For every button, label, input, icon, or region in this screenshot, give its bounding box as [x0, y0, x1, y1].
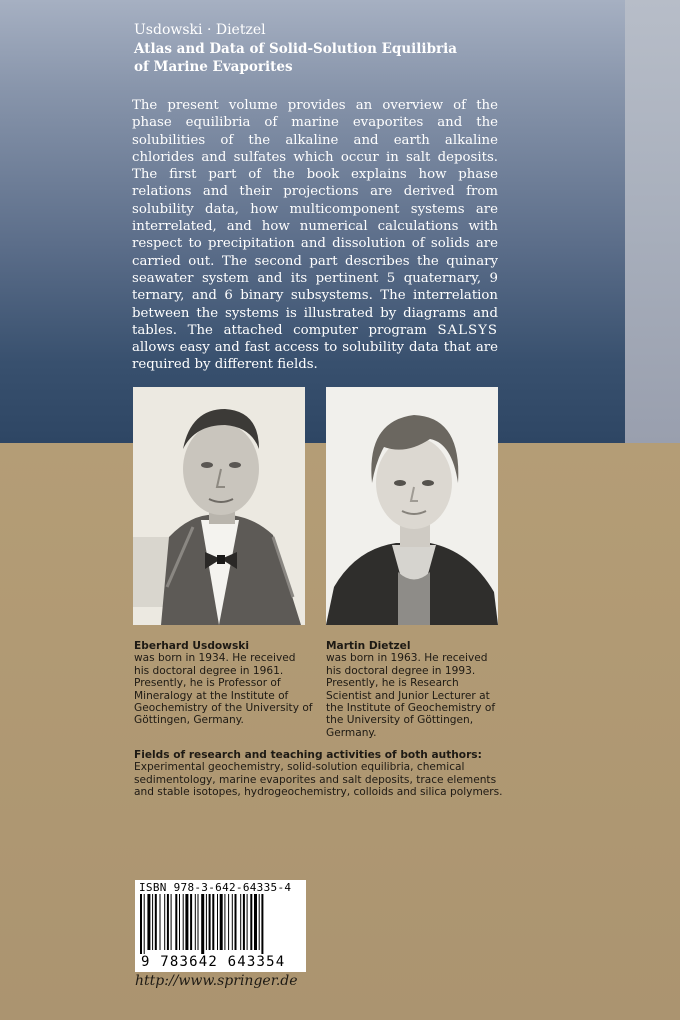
fields-heading: Fields of research and teaching activities of both authors: — [134, 749, 482, 761]
barcode-bar — [167, 894, 169, 950]
barcode-bars — [138, 894, 303, 954]
author-name: Martin Dietzel — [326, 640, 411, 652]
program-name: SALSYS — [437, 322, 498, 338]
description-text: The present volume provides an overview of the phase equilibria of marine evaporites and the solubilities of the alkaline and earth alkaline chlorides and sulfates which occur in salt deposits. The first part of the book explains how phase relations and their projections are derived from solubility data, how multicomponent systems are interrelated, and how numerical calculations with respect to precipitation and dissolution of solids are carried out. The second part describes the quinary seawater system and its pertinent 5 quaternary, 9 ternary, and 6 binary subsystems. The interrelation between the systems is illustrated by diagrams and tables. The attached computer program — [132, 98, 498, 338]
barcode-bar — [259, 894, 260, 950]
portrait-dietzel — [326, 387, 498, 625]
research-fields — [134, 749, 506, 799]
barcode-bar — [247, 894, 248, 950]
portrait-usdowski — [133, 387, 305, 625]
book-description — [132, 97, 498, 374]
barcode-bar — [217, 894, 218, 950]
barcode-bar — [235, 894, 237, 950]
barcode-bar — [212, 894, 214, 950]
barcode-bar — [195, 894, 196, 950]
barcode-bar — [201, 894, 204, 954]
title-line-1: Atlas and Data of Solid-Solution Equilibria — [134, 41, 457, 57]
publisher-url: http://www.springer.de — [135, 973, 298, 989]
spine-strip — [625, 0, 680, 443]
barcode-bar — [147, 894, 150, 950]
barcode-bar — [160, 894, 161, 950]
barcode-bar — [190, 894, 192, 950]
barcode-bar — [250, 894, 252, 950]
book-title — [134, 40, 457, 76]
barcode-bar — [220, 894, 223, 950]
barcode-bar — [224, 894, 225, 950]
barcode-bar — [183, 894, 184, 950]
bio-dietzel — [326, 640, 506, 739]
barcode-bar — [240, 894, 241, 950]
authors-line: Usdowski · Dietzel — [134, 22, 266, 38]
barcode-bar — [164, 894, 165, 950]
barcode-bar — [198, 894, 199, 950]
barcode-bar — [179, 894, 180, 950]
fields-text: Experimental geochemistry, solid-solution equilibria, chemical sedimentology, marine evaporites and salt deposits, trace elements and stable isotopes, hydrogeochemistry, colloids and silica polymers. — [134, 761, 503, 799]
barcode-bar — [144, 894, 145, 954]
author-bio: was born in 1963. He received his doctoral degree in 1993. Presently, he is Research Scientist and Junior Lecturer at the Institute of Geochemistry of the University of Göttingen, Germany. — [326, 652, 496, 739]
author-name: Eberhard Usdowski — [134, 640, 249, 652]
description-end: allows easy and fast access to solubility data that are required by different fields. — [132, 340, 498, 373]
bio-usdowski — [134, 640, 314, 727]
barcode-bar — [261, 894, 263, 954]
barcode-bar — [140, 894, 142, 954]
barcode-bar — [185, 894, 188, 950]
title-line-2: of Marine Evaporites — [134, 59, 293, 75]
barcode-bar — [171, 894, 172, 950]
barcode-bar — [228, 894, 229, 950]
barcode-bar — [155, 894, 157, 950]
barcode-bar — [206, 894, 207, 950]
barcode-bar — [232, 894, 233, 950]
barcode-bar — [254, 894, 257, 950]
ean-number: 9 783642 643354 — [141, 954, 286, 970]
barcode-bar — [152, 894, 153, 950]
barcode-bar — [243, 894, 245, 950]
barcode — [135, 880, 306, 972]
author-bio: was born in 1934. He received his doctoral degree in 1961. Presently, he is Professor of Mineralogy at the Institute of Geochemistry of the University of Göttingen, Germany. — [134, 652, 313, 727]
barcode-bar — [209, 894, 211, 950]
barcode-bar — [175, 894, 177, 950]
isbn-text: ISBN 978-3-642-64335-4 — [139, 881, 292, 894]
